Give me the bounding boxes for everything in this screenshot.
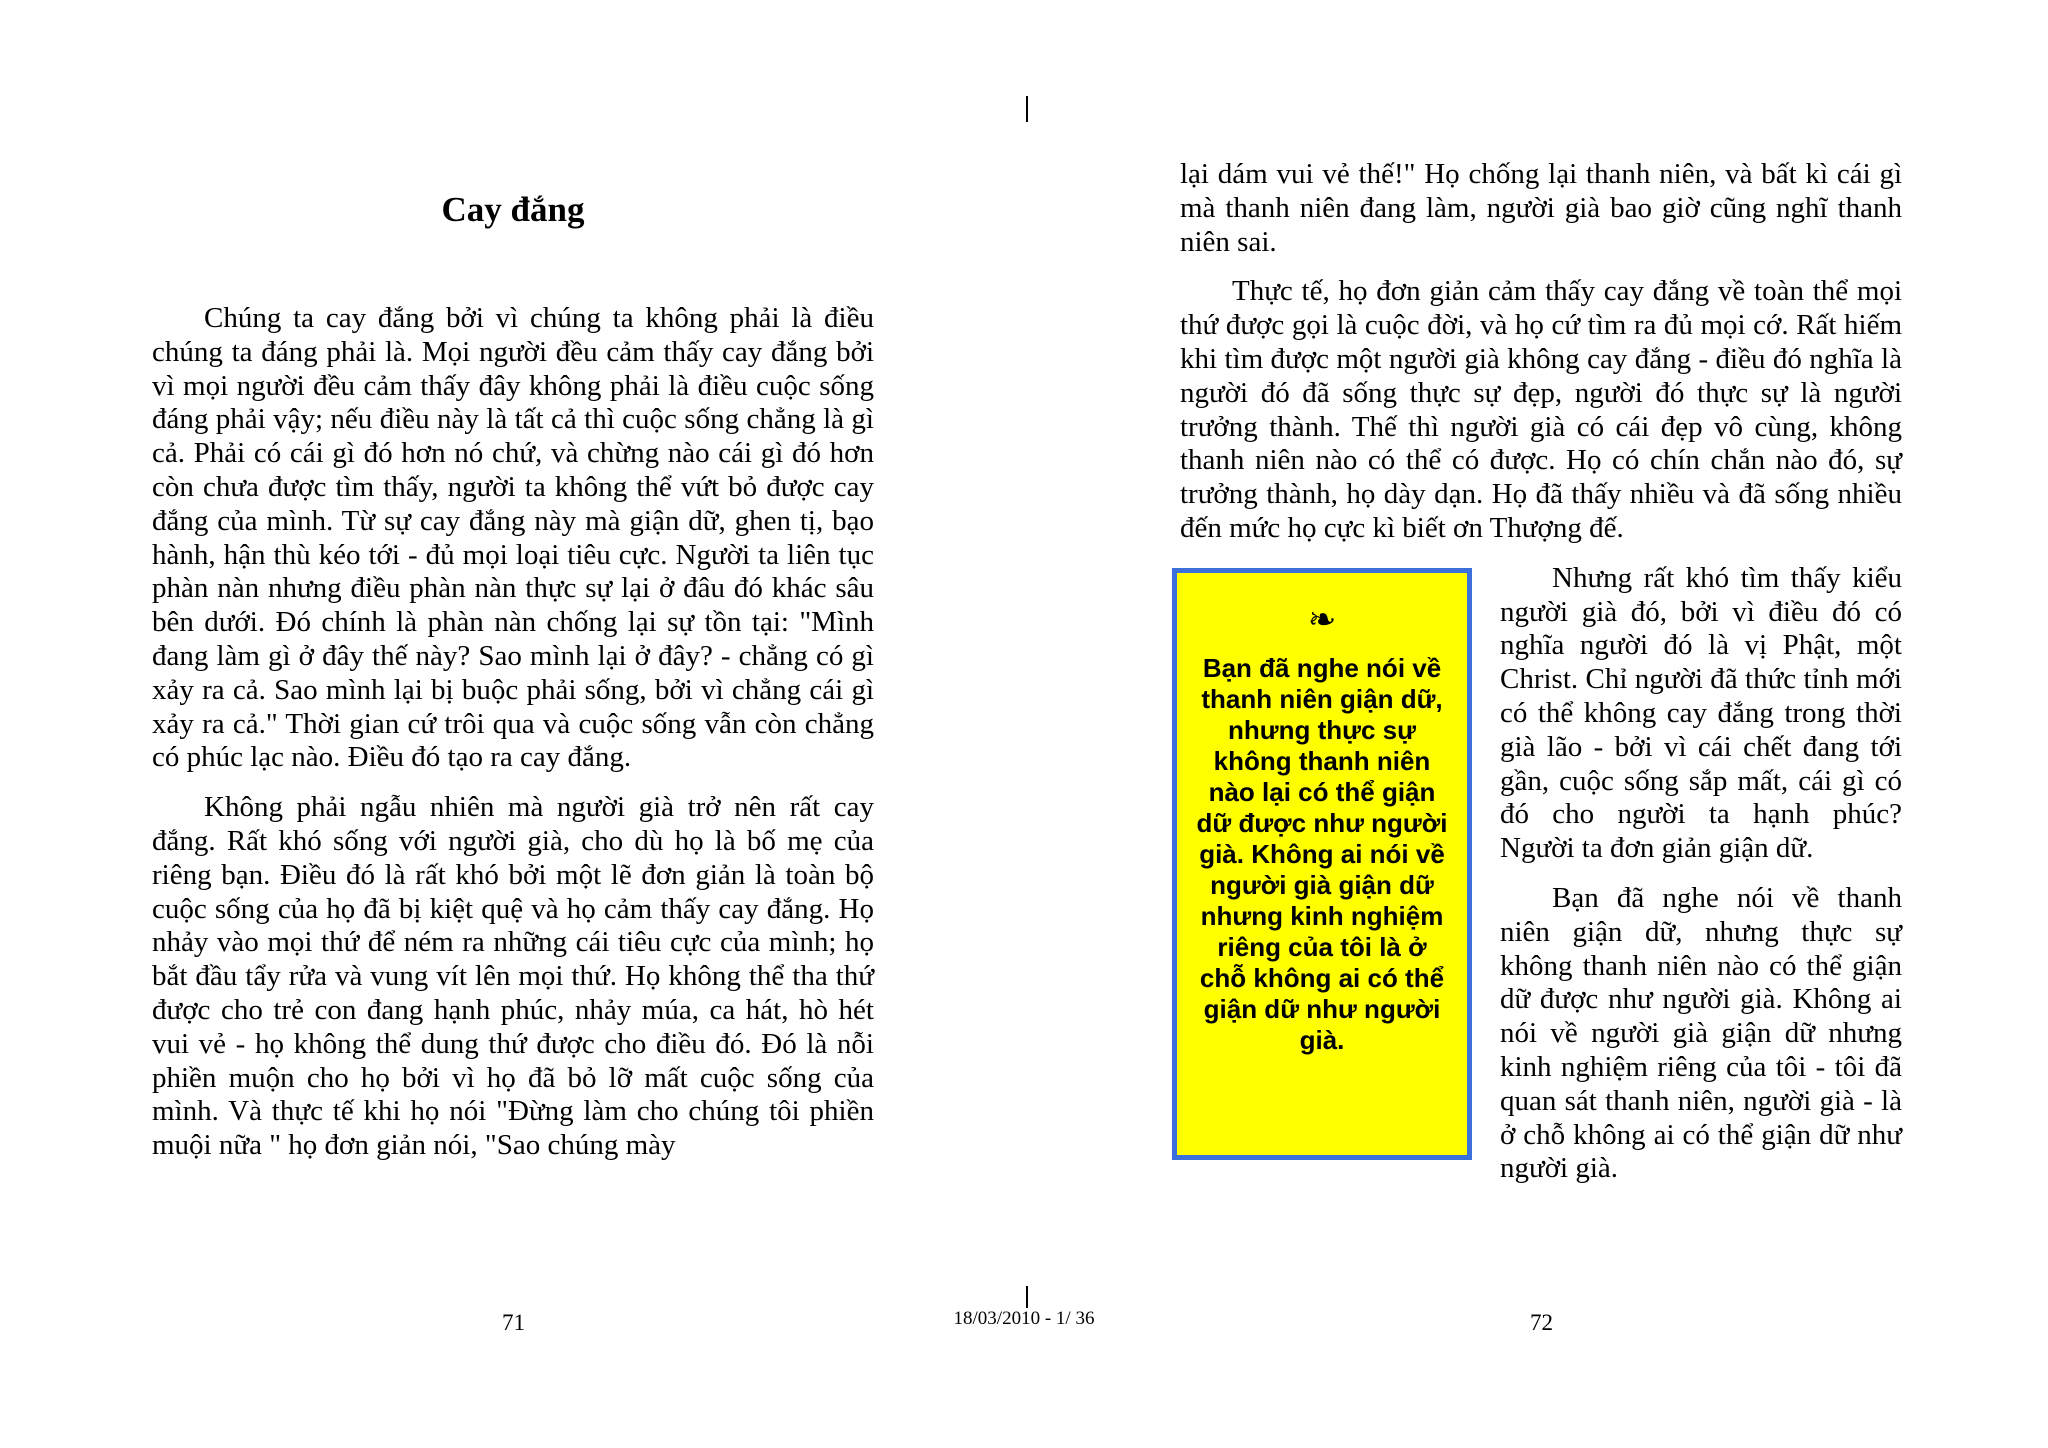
right-paragraph-1: lại dám vui vẻ thế!" Họ chống lại thanh niên, và bất kì cái gì mà thanh niên đang làm, người già bao giờ cũng nghĩ thanh niên sai. bbox=[1180, 158, 1902, 258]
right-paragraph-4: Bạn đã nghe nói về thanh niên giận dữ, nhưng thực sự không thanh niên nào có thể giận dữ được như người già. Không ai nói về người già giận dữ nhưng kinh nghiệm riêng của tôi - tôi đã quan sát thanh niên, người già - là ở chỗ không ai có thể giận dữ như người già. bbox=[1500, 881, 1902, 1185]
chapter-title: Cay đắng bbox=[441, 190, 585, 229]
left-page bbox=[152, 190, 874, 1179]
center-divider-bottom bbox=[1026, 1286, 1028, 1308]
right-paragraph-3: Nhưng rất khó tìm thấy kiểu người già đó, bởi vì điều đó có nghĩa người đó là vị Phật, một Christ. Chỉ người đã thức tỉnh mới có thể không cay đắng trong thời già lão - bởi vì cái chết đang tới gần, cuộc sống sắp mất, cái gì có đó cho người ta hạnh phúc? Người ta đơn giản giận dữ. bbox=[1500, 561, 1902, 865]
right-page bbox=[1180, 158, 1902, 1202]
left-paragraph-2: Không phải ngẫu nhiên mà người già trở nên rất cay đắng. Rất khó sống với người già, cho dù họ là bố mẹ của riêng bạn. Điều đó là rất khó bởi một lẽ đơn giản là toàn bộ cuộc sống của họ đã bị kiệt quệ và họ cảm thấy cay đắng. Họ nhảy vào mọi thứ để ném ra những cái tiêu cực của mình; họ bắt đầu tẩy rửa và vung vít lên mọi thứ. Họ không thể tha thứ được cho trẻ con đang hạnh phúc, nhảy múa, ca hát, hò hét vui vẻ - họ không thể dung thứ được cho điều đó. Đó là nỗi phiền muộn cho họ bởi vì họ đã bỏ lỡ mất cuộc sống của mình. Và thực tế khi họ nói "Đừng làm cho chúng tôi phiền muội nữa " họ đơn giản nói, "Sao chúng mày bbox=[152, 791, 874, 1162]
page-number-left: 71 bbox=[502, 1310, 525, 1335]
center-divider-top bbox=[1026, 96, 1028, 122]
left-paragraph-1: Chúng ta cay đắng bởi vì chúng ta không phải là điều chúng ta đáng phải là. Mọi người đều cảm thấy cay đắng bởi vì mọi người đều cảm thấy đây không phải là điều cuộc sống đáng phải vậy; nếu điều này là tất cả thì cuộc sống chẳng là gì cả. Phải có cái gì đó hơn nó chứ, và chừng nào cái gì đó hơn còn chưa được tìm thấy, người ta không thể vứt bỏ được cay đắng của mình. Từ sự cay đắng này mà giận dữ, ghen tị, bạo hành, hận thù kéo tới - đủ mọi loại tiêu cực. Người ta liên tục phàn nàn nhưng điều phàn nàn thực sự lại ở đâu đó khác sâu bên dưới. Đó chính là phàn nàn chống lại sự tồn tại: "Mình đang làm gì ở đây thế này? Sao mình lại ở đây? - chẳng có gì xảy ra cả. Sao mình lại bị buộc phải sống, bởi vì chẳng cái gì xảy ra cả." Thời gian cứ trôi qua và cuộc sống vẫn còn chẳng có phúc lạc nào. Điều đó tạo ra cay đắng. bbox=[152, 302, 874, 774]
right-paragraph-2-text: Thực tế, họ đơn giản cảm thấy cay đắng về toàn thể mọi thứ được gọi là cuộc đời, và họ cứ tìm ra đủ mọi cớ. Rất hiếm khi tìm được một người già không cay đắng - điều đó nghĩa là người đó đã sống thực sự đẹp, người đó thực sự là người trưởng thành. Thế thì người già có cái đẹp vô cùng, không thanh niên nào có thể có được. Họ có chín chắn nào đó, sự trưởng thành, họ dày dạn. Họ đã thấy nhiều và đã sống nhiều đến mức họ cực kì biết ơn Thượng đế. bbox=[1180, 275, 1902, 544]
page-number-right: 72 bbox=[1530, 1310, 1553, 1335]
floral-ornament-icon: ❧ bbox=[1307, 599, 1337, 640]
right-paragraph-2 bbox=[1180, 275, 1902, 545]
pull-quote-box bbox=[1172, 568, 1472, 1160]
pull-quote-text: Bạn đã nghe nói về thanh niên giận dữ, nhưng thực sự không thanh niên nào lại có thể giận dữ được như người già. Không ai nói về người già giận dữ nhưng kinh nghiệm riêng của tôi là ở chỗ không ai có thể giận dữ như người già. bbox=[1196, 652, 1448, 1055]
footer-date: 18/03/2010 - 1/ 36 bbox=[953, 1308, 1095, 1329]
